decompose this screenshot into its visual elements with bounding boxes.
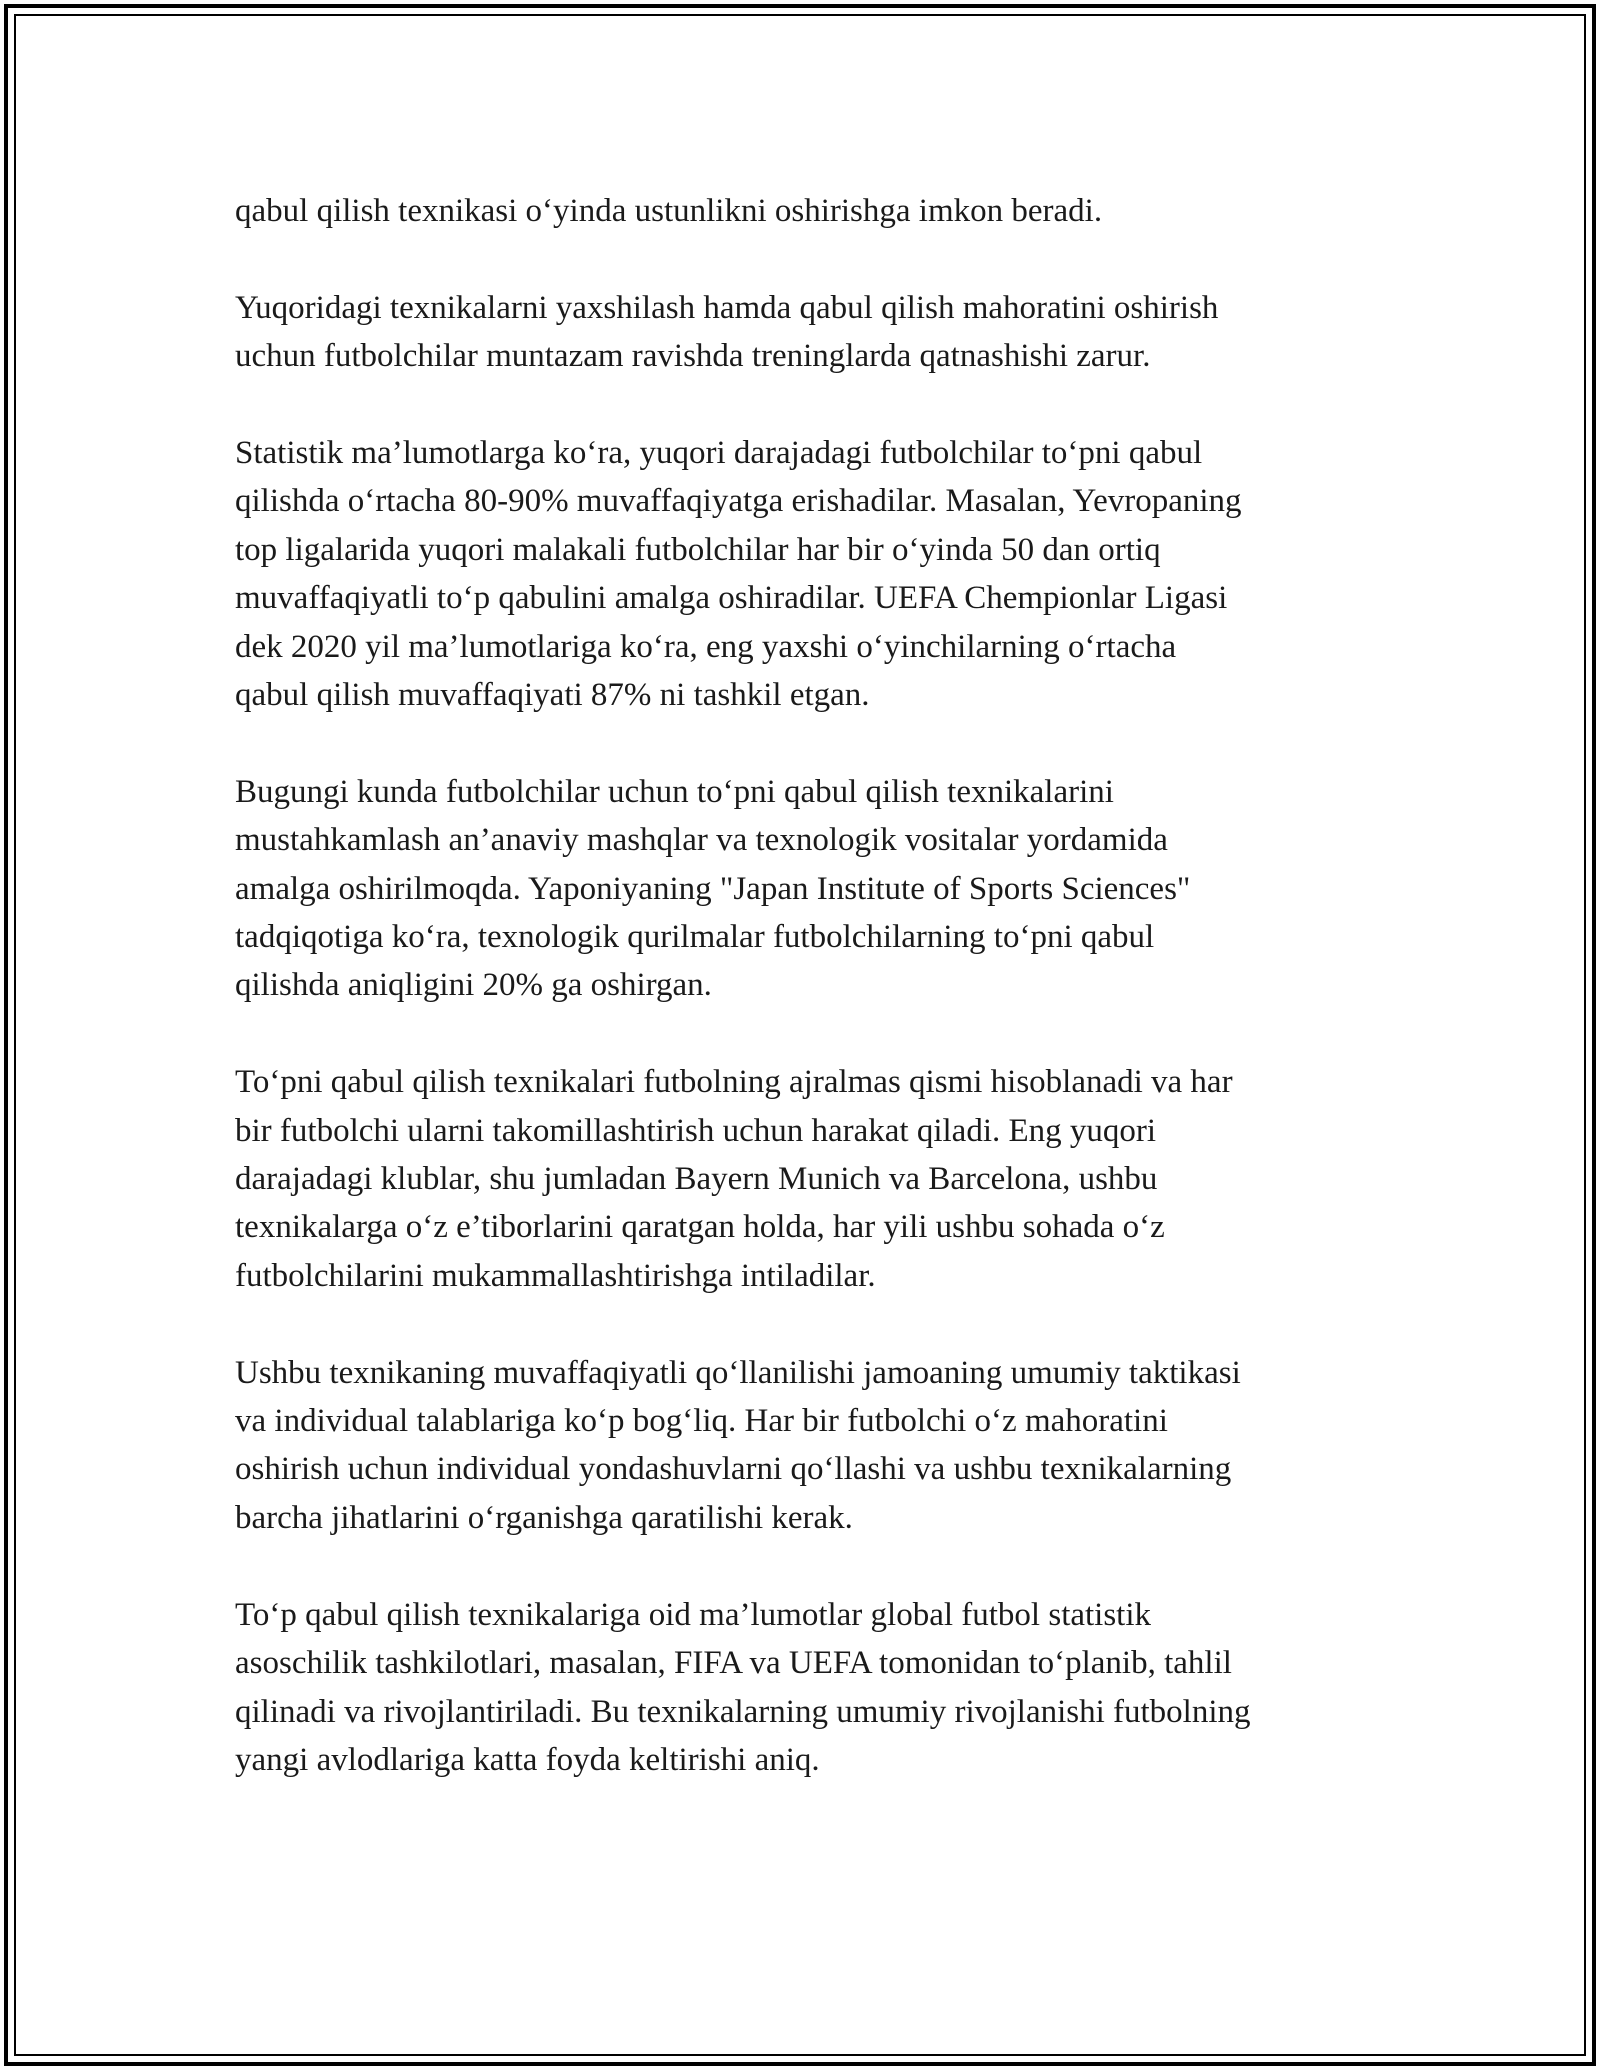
text-line: top ligalarida yuqori malakali futbolchilar har bir o‘yinda 50 dan ortiq xyxy=(235,531,1161,568)
text-line: qabul qilish muvaffaqiyati 87% ni tashkil etgan. xyxy=(235,677,870,714)
text-line: qabul qilish texnikasi o‘yinda ustunlikni oshirishga imkon beradi. xyxy=(235,193,1103,229)
text-line: oshirish uchun individual yondashuvlarni qo‘llashi va ushbu texnikalarning xyxy=(235,1451,1232,1488)
paragraph xyxy=(235,187,1375,235)
text-line: va individual talablariga ko‘p bog‘liq. Har bir futbolchi o‘z mahoratini xyxy=(235,1403,1168,1440)
text-line: muvaffaqiyatli to‘p qabulini amalga oshiradilar. UEFA Chempionlar Ligasi xyxy=(235,580,1228,617)
text-line: Ushbu texnikaning muvaffaqiyatli qo‘llanilishi jamoaning umumiy taktikasi xyxy=(235,1354,1241,1391)
text-line: amalga oshirilmoqda. Yaponiyaning "Japan Institute of Sports Sciences" xyxy=(235,870,1191,907)
text-line: Yuqoridagi texnikalarni yaxshilash hamda qabul qilish mahoratini oshirish xyxy=(235,289,1219,326)
text-line: asoschilik tashkilotlari, masalan, FIFA va UEFA tomonidan to‘planib, tahlil xyxy=(235,1645,1232,1682)
text-line: darajadagi klublar, shu jumladan Bayern Munich va Barcelona, ushbu xyxy=(235,1161,1158,1198)
paragraph xyxy=(235,768,1375,1010)
paragraph xyxy=(235,1349,1375,1543)
text-line: dek 2020 yil ma’lumotlariga ko‘ra, eng yaxshi o‘yinchilarning o‘rtacha xyxy=(235,628,1177,665)
paragraph xyxy=(235,284,1375,381)
text-line: bir futbolchi ularni takomillashtirish uchun harakat qiladi. Eng yuqori xyxy=(235,1112,1157,1149)
text-line: uchun futbolchilar muntazam ravishda treninglarda qatnashishi zarur. xyxy=(235,338,1151,375)
text-line: mustahkamlash an’anaviy mashqlar va texnologik vositalar yordamida xyxy=(235,822,1168,859)
text-line: qilinadi va rivojlantiriladi. Bu texnikalarning umumiy rivojlanishi futbolning xyxy=(235,1693,1251,1730)
document-body xyxy=(235,187,1375,1833)
text-line: yangi avlodlariga katta foyda keltirishi aniq. xyxy=(235,1741,820,1778)
text-line: barcha jihatlarini o‘rganishga qaratilishi kerak. xyxy=(235,1499,853,1536)
text-line: tadqiqotiga ko‘ra, texnologik qurilmalar futbolchilarning to‘pni qabul xyxy=(235,919,1155,956)
paragraph xyxy=(235,429,1375,719)
text-line: qilishda aniqligini 20% ga oshirgan. xyxy=(235,967,712,1004)
text-line: texnikalarga o‘z e’tiborlarini qaratgan holda, har yili ushbu sohada o‘z xyxy=(235,1209,1165,1246)
text-line: Statistik ma’lumotlarga ko‘ra, yuqori darajadagi futbolchilar to‘pni qabul xyxy=(235,435,1203,471)
text-line: To‘pni qabul qilish texnikalari futbolning ajralmas qismi hisoblanadi va har xyxy=(235,1064,1233,1101)
text-line: To‘p qabul qilish texnikalariga oid ma’lumotlar global futbol statistik xyxy=(235,1596,1152,1633)
text-line: Bugungi kunda futbolchilar uchun to‘pni qabul qilish texnikalarini xyxy=(235,773,1114,810)
paragraph xyxy=(235,1591,1375,1785)
text-line: futbolchilarini mukammallashtirishga intiladilar. xyxy=(235,1257,876,1294)
text-line: qilishda o‘rtacha 80-90% muvaffaqiyatga erishadilar. Masalan, Yevropaning xyxy=(235,483,1242,520)
paragraph xyxy=(235,1058,1375,1300)
